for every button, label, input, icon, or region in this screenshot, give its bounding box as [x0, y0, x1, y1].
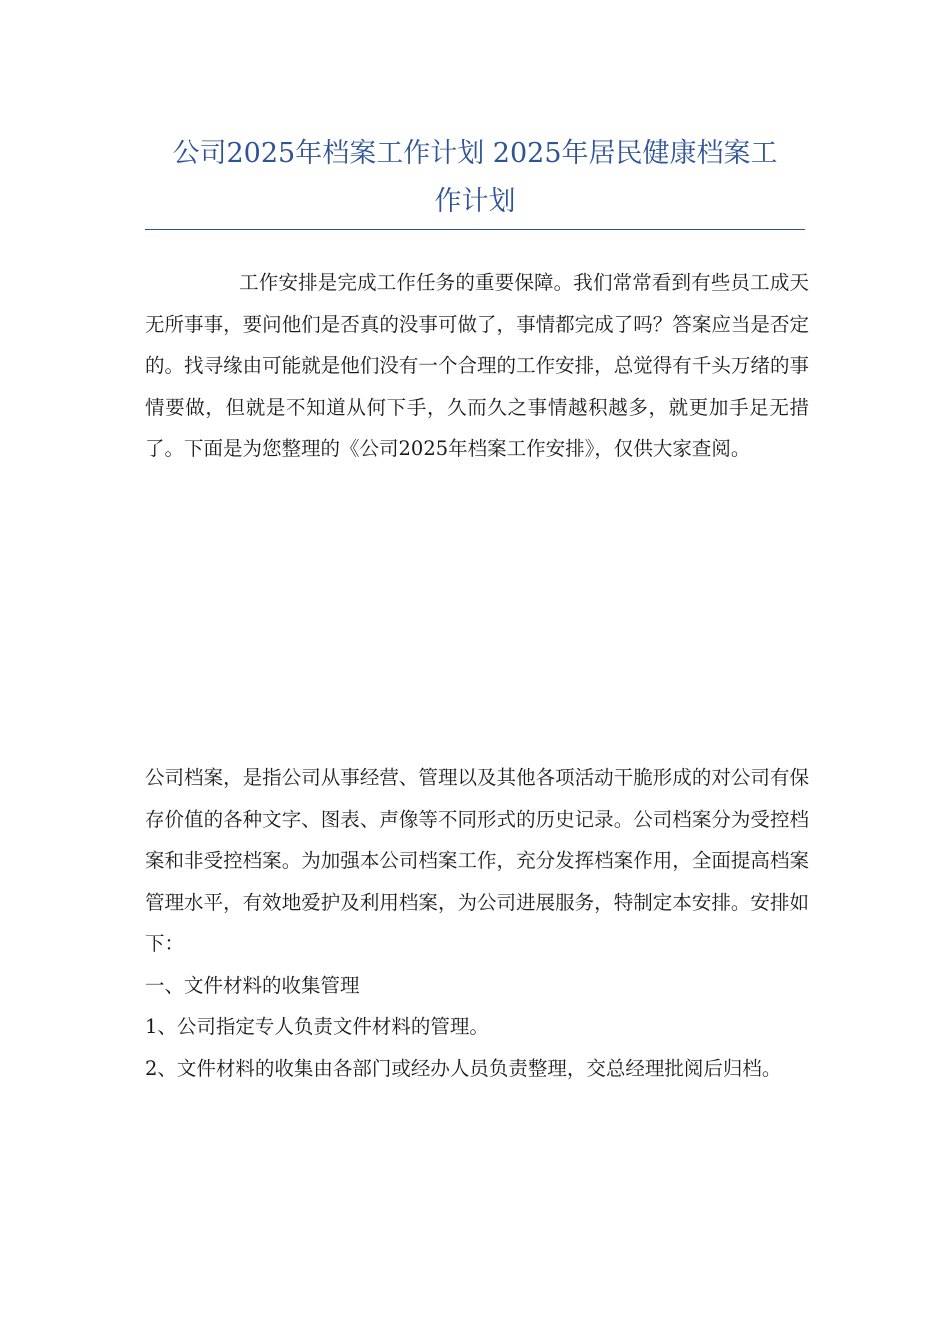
document-title [145, 130, 805, 226]
section-heading-collection: 一、文件材料的收集管理 [145, 973, 360, 997]
intro-text: 工作安排是完成工作任务的重要保障。我们常常看到有些员工成天无所事事，要问他们是否真的没事可做了，事情都完成了吗？答案应当是否定的。找寻缘由可能就是他们没有一个合理的工作安排，总觉得有千头万绪的事情要做，但就是不知道从何下手，久而久之事情越积越多，就更加手足无措了。下面是为您整理的《公司2025年档案工作安排》，仅供大家查阅。 [145, 271, 809, 460]
title-underline [145, 229, 805, 230]
body-paragraph-definition: 公司档案，是指公司从事经营、管理以及其他各项活动干脆形成的对公司有保存价值的各种文字、图表、声像等不同形式的历史记录。公司档案分为受控档案和非受控档案。为加强本公司档案工作，充分发挥档案作用，全面提高档案管理水平，有效地爱护及利用档案，为公司进展服务，特制定本安排。安排如下： [145, 766, 809, 955]
body-section [145, 757, 809, 1089]
list-item-1: 1、公司指定专人负责文件材料的管理。 [145, 1015, 489, 1038]
intro-paragraph [145, 262, 809, 470]
list-item-2: 2、文件材料的收集由各部门或经办人员负责整理，交总经理批阅后归档。 [145, 1056, 782, 1080]
title-line-1: 公司2025年档案工作计划 2025年居民健康档案工 [172, 138, 778, 169]
title-line-2: 作计划 [434, 186, 516, 217]
